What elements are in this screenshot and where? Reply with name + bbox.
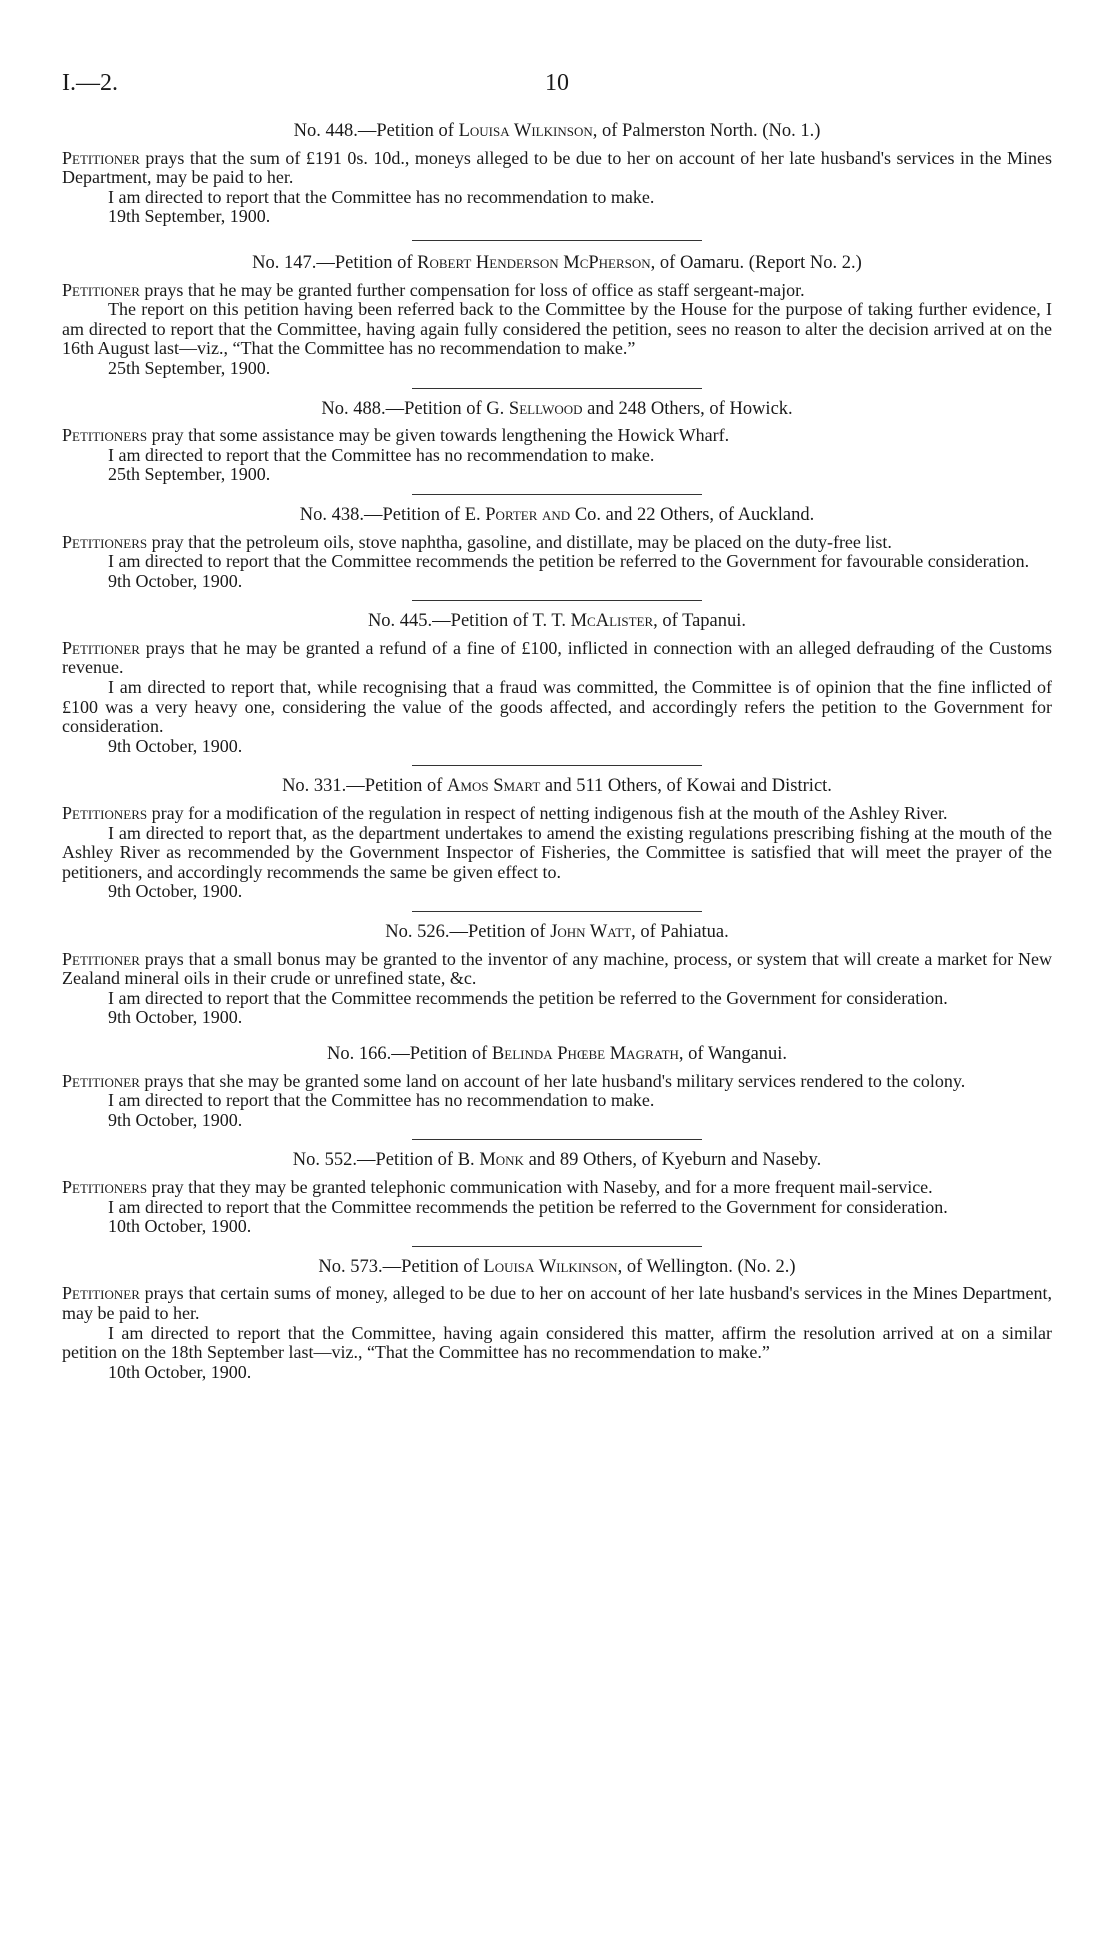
petition-heading: No. 552.—Petition of B. Monk and 89 Others, of Kyeburn and Naseby. bbox=[292, 1150, 822, 1171]
section-divider bbox=[412, 911, 702, 912]
report-date: 25th September, 1900. bbox=[108, 464, 271, 485]
committee-report: I am directed to report that, while recognising that a fraud was committed, the Committee is of opinion that the fine inflicted of £100 was a very heavy one, considering the value of the goods affected, and accordingly refers the petition to the Government for consideration. bbox=[62, 677, 1052, 737]
petition-prayer: Petitioner prays that he may be granted further compensation for loss of office as staff sergeant-major. bbox=[62, 279, 805, 300]
petition-heading: No. 438.—Petition of E. Porter and Co. and 22 Others, of Auckland. bbox=[299, 504, 815, 525]
section-divider bbox=[412, 388, 702, 389]
page-header bbox=[62, 70, 1052, 100]
petition-entry bbox=[62, 612, 1052, 756]
committee-report: I am directed to report that the Committee recommends the petition be referred to the Government for consideration. bbox=[108, 1196, 948, 1217]
section-divider bbox=[412, 1139, 702, 1140]
petition-heading: No. 448.—Petition of Louisa Wilkinson, of Palmerston North. (No. 1.) bbox=[293, 121, 821, 141]
petition-prayer: Petitioners pray that they may be granted telephonic communication with Naseby, and for a more frequent mail-service. bbox=[62, 1176, 933, 1197]
petition-prayer: Petitioner prays that certain sums of money, alleged to be due to her on account of her late husband's services in the Mines Department, may be paid to her. bbox=[62, 1283, 1052, 1323]
petition-heading: No. 488.—Petition of G. Sellwood and 248 Others, of Howick. bbox=[321, 398, 793, 419]
petition-entry bbox=[62, 1258, 1052, 1383]
report-date: 9th October, 1900. bbox=[108, 735, 243, 756]
committee-report: I am directed to report that the Committee has no recommendation to make. bbox=[108, 1090, 655, 1111]
committee-report: I am directed to report that, as the department undertakes to amend the existing regulations prescribing fishing at the mouth of the Ashley River as recommended by the Government Inspector of Fisheries, the Committee is satisfied that will meet the prayer of the petitioners, and accordingly recommends the same be given effect to. bbox=[62, 822, 1052, 882]
petition-entry bbox=[62, 400, 1052, 485]
petition-entry bbox=[62, 1045, 1052, 1130]
section-gap bbox=[62, 1028, 1052, 1045]
petition-entry bbox=[62, 506, 1052, 591]
report-date: 10th October, 1900. bbox=[108, 1361, 252, 1382]
petition-heading: No. 526.—Petition of John Watt, of Pahiatua. bbox=[385, 922, 729, 942]
committee-report: The report on this petition having been referred back to the Committee by the House for the purpose of taking further evidence, I am directed to report that the Committee, having again fully considered the petition, sees no reason to alter the decision arrived at on the 16th August last—viz., “That the Committee has no recommendation to make.” bbox=[62, 299, 1052, 359]
petition-prayer: Petitioner prays that he may be granted a refund of a fine of £100, inflicted in connection with an alleged defrauding of the Customs revenue. bbox=[62, 637, 1052, 678]
section-divider bbox=[412, 240, 702, 241]
report-date: 9th October, 1900. bbox=[108, 881, 243, 902]
committee-report: I am directed to report that the Committee has no recommendation to make. bbox=[108, 186, 655, 207]
committee-report: I am directed to report that the Committee recommends the petition be referred to the Government for favourable consideration. bbox=[108, 551, 1030, 572]
report-date: 10th October, 1900. bbox=[108, 1216, 252, 1237]
section-gap bbox=[62, 227, 1052, 244]
petition-entry bbox=[62, 122, 1052, 227]
petitions-list bbox=[62, 122, 1052, 1382]
petition-heading: No. 166.—Petition of Belinda Phœbe Magrath, of Wanganui. bbox=[326, 1043, 788, 1064]
petition-entry bbox=[62, 254, 1052, 379]
petition-prayer: Petitioners pray that some assistance may be given towards lengthening the Howick Wharf. bbox=[62, 425, 730, 446]
petition-heading: No. 147.—Petition of Robert Henderson McPherson, of Oamaru. (Report No. 2.) bbox=[252, 252, 862, 273]
petition-prayer: Petitioners pray for a modification of the regulation in respect of netting indigenous fish at the mouth of the Ashley River. bbox=[62, 803, 948, 824]
petition-prayer: Petitioner prays that a small bonus may be granted to the inventor of any machine, process, or system that will create a market for New Zealand mineral oils in their crude or unrefined state, &c. bbox=[62, 948, 1052, 989]
petition-prayer: Petitioner prays that she may be granted some land on account of her late husband's military services rendered to the colony. bbox=[62, 1070, 966, 1091]
report-date: 9th October, 1900. bbox=[108, 570, 243, 591]
committee-report: I am directed to report that the Committee, having again considered this matter, affirm the resolution arrived at on a similar petition on the 18th September last—viz., “That the Committee has no recommendation to make.” bbox=[62, 1322, 1052, 1363]
section-divider bbox=[412, 600, 702, 601]
report-date: 9th October, 1900. bbox=[108, 1109, 243, 1130]
petition-heading: No. 573.—Petition of Louisa Wilkinson, of Wellington. (No. 2.) bbox=[318, 1256, 796, 1277]
petition-heading: No. 331.—Petition of Amos Smart and 511 Others, of Kowai and District. bbox=[282, 776, 832, 797]
report-date: 25th September, 1900. bbox=[108, 357, 271, 378]
report-date: 9th October, 1900. bbox=[108, 1007, 243, 1028]
page-number: 10 bbox=[545, 70, 569, 96]
petition-heading: No. 445.—Petition of T. T. McAlister, of Tapanui. bbox=[367, 611, 747, 632]
petition-entry bbox=[62, 923, 1052, 1028]
section-divider bbox=[412, 494, 702, 495]
section-divider bbox=[412, 765, 702, 766]
petition-entry bbox=[62, 777, 1052, 902]
document-reference: I.—2. bbox=[62, 70, 118, 96]
report-date: 19th September, 1900. bbox=[108, 206, 271, 227]
petition-prayer: Petitioners pray that the petroleum oils, stove naphtha, gasoline, and distillate, may be placed on the duty-free list. bbox=[62, 531, 892, 552]
petition-prayer: Petitioner prays that the sum of £191 0s. 10d., moneys alleged to be due to her on account of her late husband's services in the Mines Department, may be paid to her. bbox=[62, 147, 1052, 188]
petition-entry bbox=[62, 1151, 1052, 1236]
committee-report: I am directed to report that the Committee recommends the petition be referred to the Government for consideration. bbox=[108, 987, 948, 1008]
section-divider bbox=[412, 1246, 702, 1247]
committee-report: I am directed to report that the Committee has no recommendation to make. bbox=[108, 444, 655, 465]
